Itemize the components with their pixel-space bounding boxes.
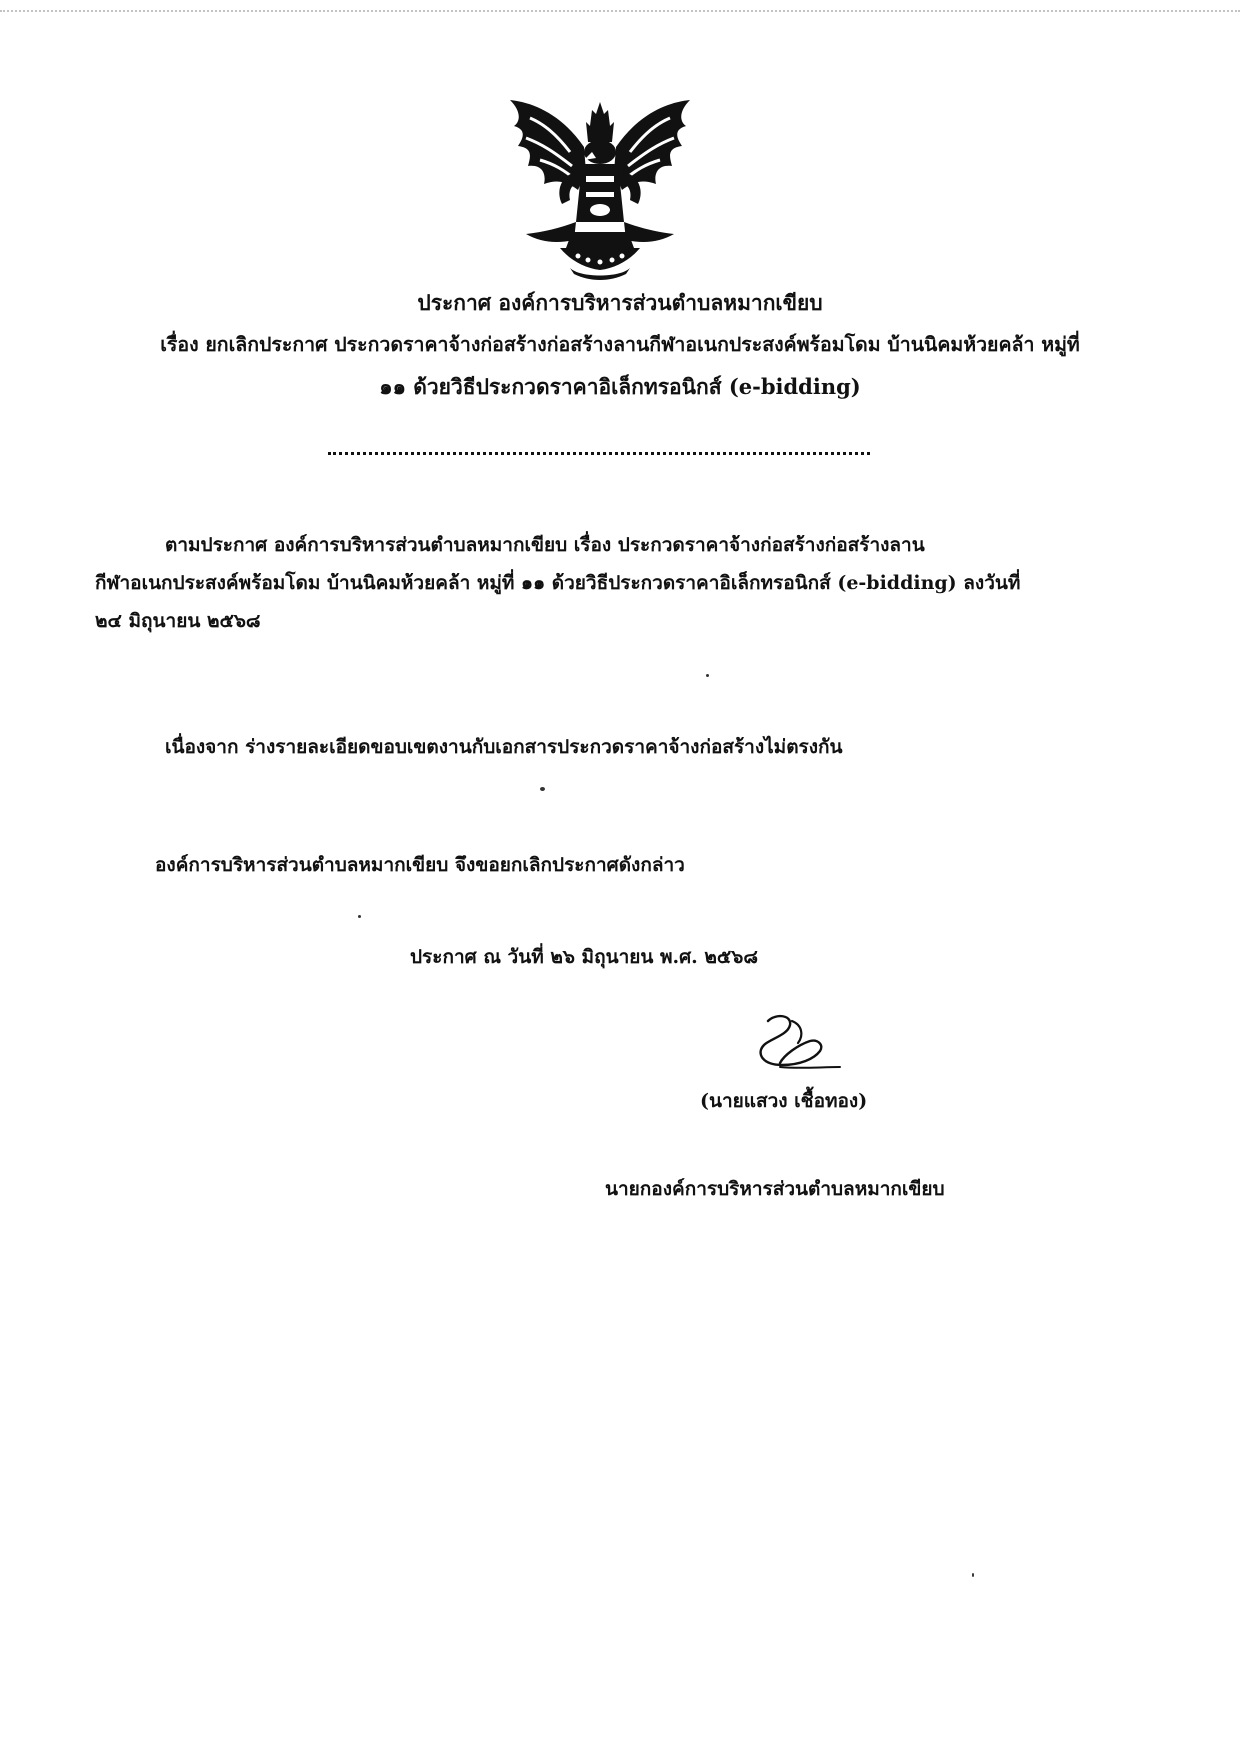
paragraph-1-line-1: ตามประกาศ องค์การบริหารส่วนตำบลหมากเขียบ เรื่อง ประกวดราคาจ้างก่อสร้างก่อสร้างลาน xyxy=(165,534,925,556)
announcement-heading: ประกาศ องค์การบริหารส่วนตำบลหมากเขียบ xyxy=(417,290,823,315)
paragraph-1-line-3: ๒๔ มิถุนายน ๒๕๖๘ xyxy=(95,610,261,632)
announcement-title-block xyxy=(80,282,1160,408)
signer-position: นายกองค์การบริหารส่วนตำบลหมากเขียบ xyxy=(605,1178,945,1200)
scan-speck xyxy=(972,1573,974,1577)
scan-speck xyxy=(540,787,545,791)
signer-name: (นายแสวง เชื้อทอง) xyxy=(700,1090,868,1112)
announcement-subject-line-1: เรื่อง ยกเลิกประกาศ ประกวดราคาจ้างก่อสร้างก่อสร้างลานกีฬาอเนกประสงค์พร้อมโดม บ้านนิคมห้วยคล้า หมู่ที่ xyxy=(160,333,1080,356)
announcement-date: ประกาศ ณ วันที่ ๒๖ มิถุนายน พ.ศ. ๒๕๖๘ xyxy=(410,946,759,968)
body-paragraph-2: เนื่องจาก ร่างรายละเอียดขอบเขตงานกับเอกสารประกวดราคาจ้างก่อสร้างไม่ตรงกัน xyxy=(165,736,843,758)
scan-speck xyxy=(358,915,361,918)
scan-edge-noise xyxy=(0,10,1240,12)
scan-speck xyxy=(706,674,709,677)
garuda-emblem-icon xyxy=(500,92,700,282)
paragraph-1-line-2: กีฬาอเนกประสงค์พร้อมโดม บ้านนิคมห้วยคล้า หมู่ที่ ๑๑ ด้วยวิธีประกวดราคาอิเล็กทรอนิกส์ (e-bidding) ลงวันที่ xyxy=(95,572,1021,594)
body-paragraph-1 xyxy=(95,526,1020,640)
dotted-divider xyxy=(328,452,870,455)
body-paragraph-3: องค์การบริหารส่วนตำบลหมากเขียบ จึงขอยกเลิกประกาศดังกล่าว xyxy=(155,854,685,876)
announcement-subject-line-2: ๑๑ ด้วยวิธีประกวดราคาอิเล็กทรอนิกส์ (e-bidding) xyxy=(379,374,861,399)
handwritten-signature xyxy=(740,1005,850,1075)
